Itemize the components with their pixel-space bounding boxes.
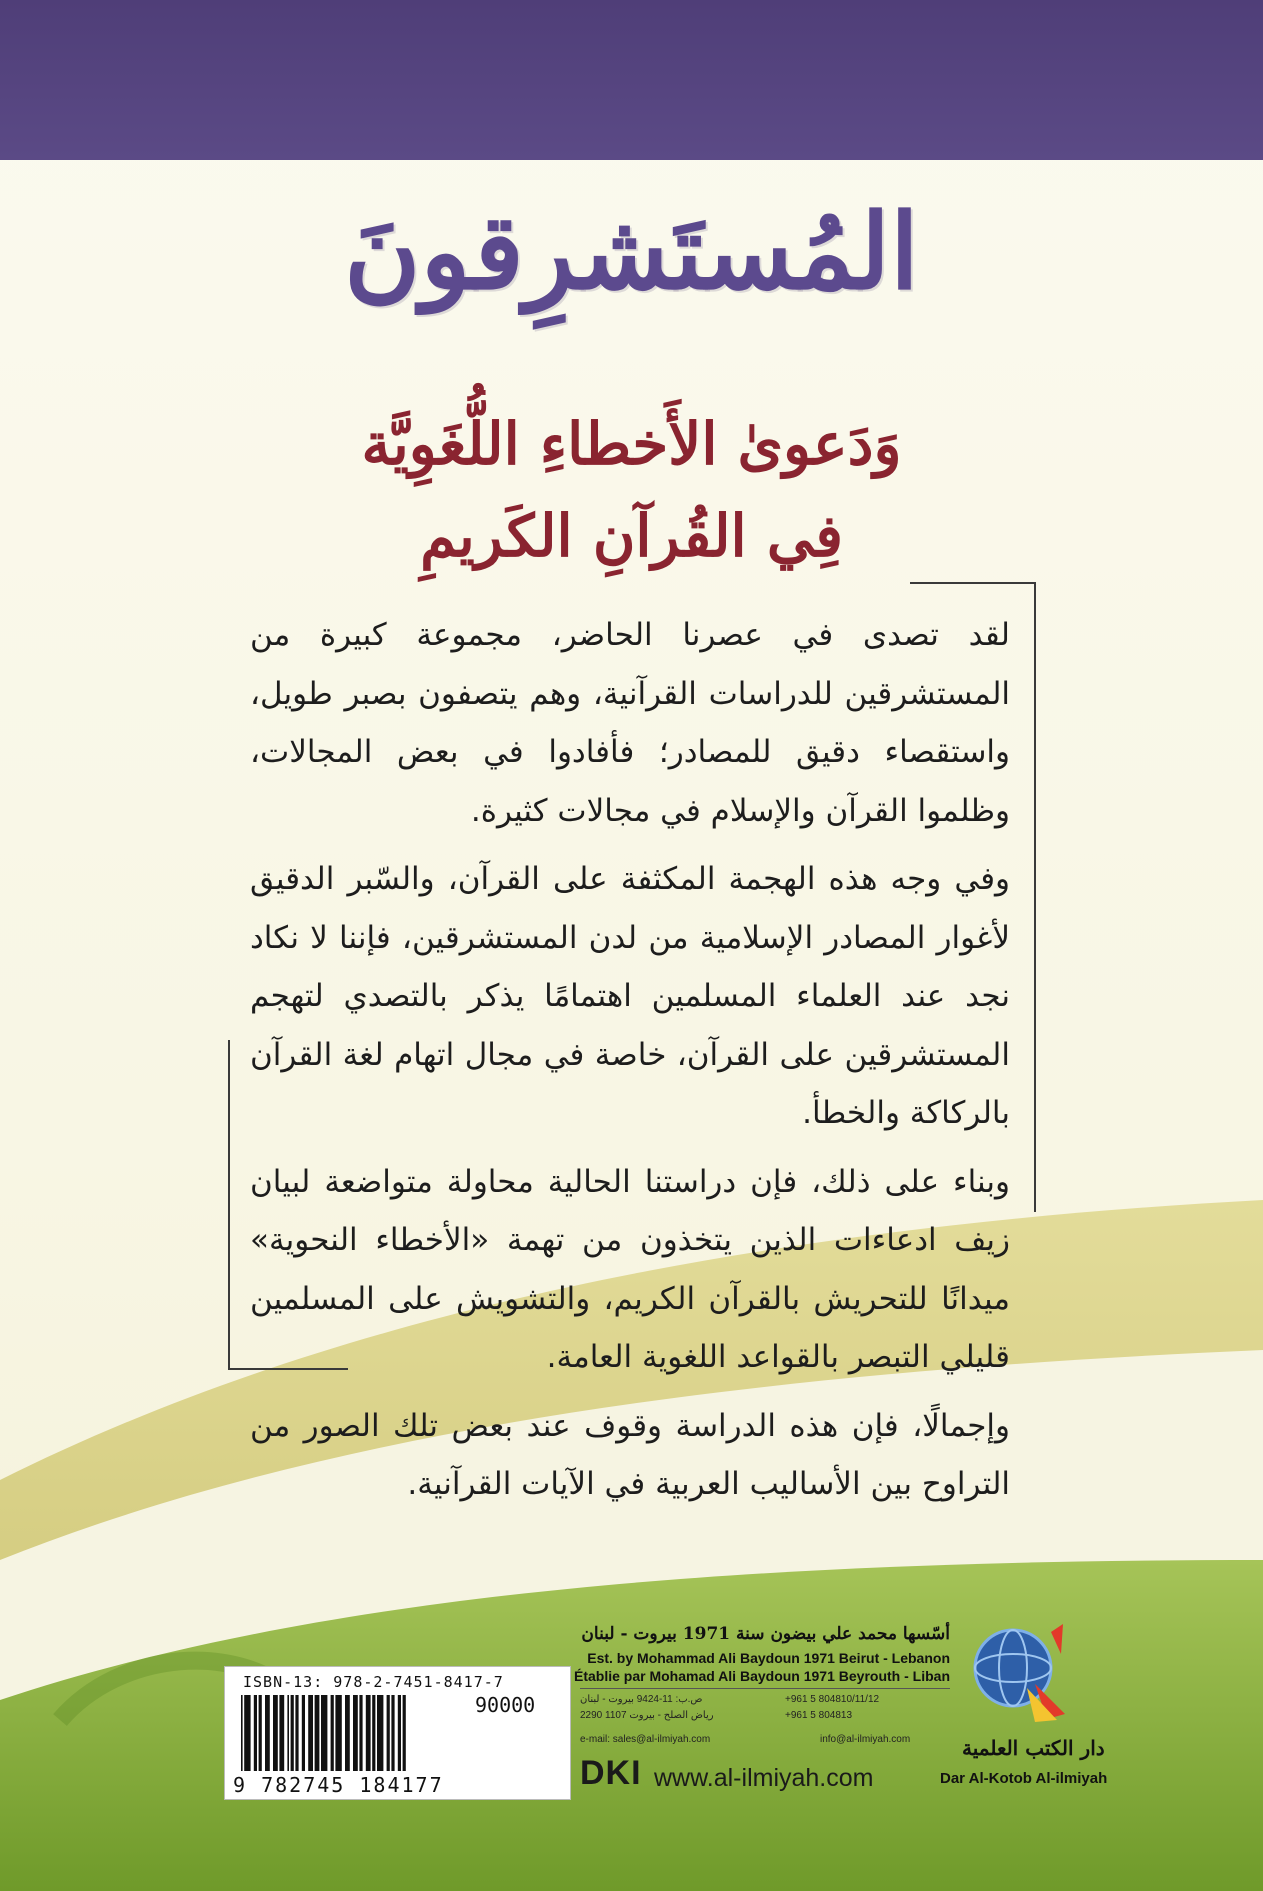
barcode-bar xyxy=(291,1695,294,1771)
barcode-bar xyxy=(273,1695,278,1771)
frame-line-right xyxy=(1034,582,1036,1212)
barcode-bar xyxy=(335,1695,341,1771)
barcode-bar xyxy=(244,1695,250,1771)
barcode-bar xyxy=(321,1695,327,1771)
price-code: 90000 xyxy=(475,1693,536,1717)
barcode-bar xyxy=(295,1695,298,1771)
publisher-po-box: ص.ب: 11-9424 بيروت - لبنان xyxy=(580,1694,703,1705)
book-subtitle-line-2: فِي القُرآنِ الكَريمِ xyxy=(420,502,843,570)
barcode-bar xyxy=(366,1695,371,1771)
barcode-bar xyxy=(265,1695,270,1771)
barcode-bar xyxy=(241,1695,243,1771)
publisher-email-info: info@al-ilmiyah.com xyxy=(820,1734,911,1745)
barcode-bar xyxy=(254,1695,257,1771)
ean-number: 9 782745 184177 xyxy=(233,1773,444,1797)
book-title: المُستَشرِقونَ xyxy=(344,190,919,313)
publisher-fax: +961 5 804813 xyxy=(785,1710,853,1721)
blurb-paragraph: وإجمالًا، فإن هذه الدراسة وقوف عند بعض تلك الصور من التراوح بين الأساليب العربية في الآيات القرآنية. xyxy=(250,1407,1010,1502)
barcode-bar xyxy=(398,1695,401,1771)
publisher-founded-english: Est. by Mohammad Ali Baydoun 1971 Beirut - Lebanon xyxy=(587,1650,950,1666)
publisher-block xyxy=(574,1624,1108,1804)
publisher-name-arabic: دار الكتب العلمية xyxy=(962,1736,1105,1760)
barcode-bar xyxy=(279,1695,284,1771)
blurb-text xyxy=(250,606,1010,1524)
publisher-founded-french: Établie par Mohamad Ali Baydoun 1971 Beyrouth - Liban xyxy=(574,1668,950,1684)
barcode-bar xyxy=(315,1695,320,1771)
publisher-name-english: Dar Al-Kotob Al-ilmiyah xyxy=(940,1770,1108,1787)
barcode-bar xyxy=(345,1695,350,1771)
publisher-phone: +961 5 804810/11/12 xyxy=(785,1694,880,1705)
publisher-email-sales: e-mail: sales@al-ilmiyah.com xyxy=(580,1734,711,1745)
barcode-bars xyxy=(237,1695,557,1775)
publisher-divider xyxy=(580,1688,950,1689)
barcode-bar xyxy=(391,1695,394,1771)
barcode-bar xyxy=(372,1695,375,1771)
blurb-paragraph: لقد تصدى في عصرنا الحاضر، مجموعة كبيرة من المستشرقين للدراسات القرآنية، وهم يتصفون بصبر طويل، واستقصاء دقيق للمصادر؛ فأفادوا في بعض المجالات، وظلموا القرآن والإسلام في مجالات كثيرة. xyxy=(250,617,1010,829)
frame-line-top xyxy=(910,582,1035,584)
publisher-founded-arabic: أسّسها محمد علي بيضون سنة 1971 بيروت - لبنان xyxy=(581,1624,950,1644)
isbn-number: ISBN-13: 978-2-7451-8417-7 xyxy=(243,1673,504,1691)
barcode-bar xyxy=(377,1695,383,1771)
barcode-bar xyxy=(387,1695,390,1771)
dki-logo-text: DKI xyxy=(580,1754,642,1792)
frame-line-left xyxy=(228,1040,230,1370)
barcode-bar xyxy=(359,1695,362,1771)
barcode-bar xyxy=(331,1695,334,1771)
isbn-barcode xyxy=(224,1666,571,1800)
publisher-website[interactable]: www.al-ilmiyah.com xyxy=(654,1764,874,1792)
barcode-bar xyxy=(308,1695,313,1771)
barcode-bar xyxy=(259,1695,262,1771)
barcode-bar xyxy=(302,1695,305,1771)
globe-logo-icon xyxy=(965,1624,1075,1724)
blurb-paragraph: وبناء على ذلك، فإن دراستنا الحالية محاولة متواضعة لبيان زيف ادعاءات الذين يتخذون من تهمة «الأخطاء النحوية» ميدانًا للتحريش بالقرآن الكريم، والتشويش على المسلمين قليلي التبصر بالقواعد اللغوية العامة. xyxy=(250,1163,1010,1375)
barcode-bar xyxy=(353,1695,358,1771)
blurb-paragraph: وفي وجه هذه الهجمة المكثفة على القرآن، والسّبر الدقيق لأغوار المصادر الإسلامية من لدن المستشرقين، فإننا لا نكاد نجد عند العلماء المسلمين اهتمامًا يذكر بالتصدي لتهجم المستشرقين على القرآن، خاصة في مجال اتهام لغة القرآن بالركاكة والخطأ. xyxy=(250,861,1010,1131)
barcode-bar xyxy=(403,1695,406,1771)
book-subtitle-line-1: وَدَعوىٰ الأَخطاءِ اللُّغَوِيَّة xyxy=(361,410,902,478)
publisher-address: رياض الصلح - بيروت 1107 2290 xyxy=(580,1710,714,1721)
barcode-bar xyxy=(287,1695,289,1771)
